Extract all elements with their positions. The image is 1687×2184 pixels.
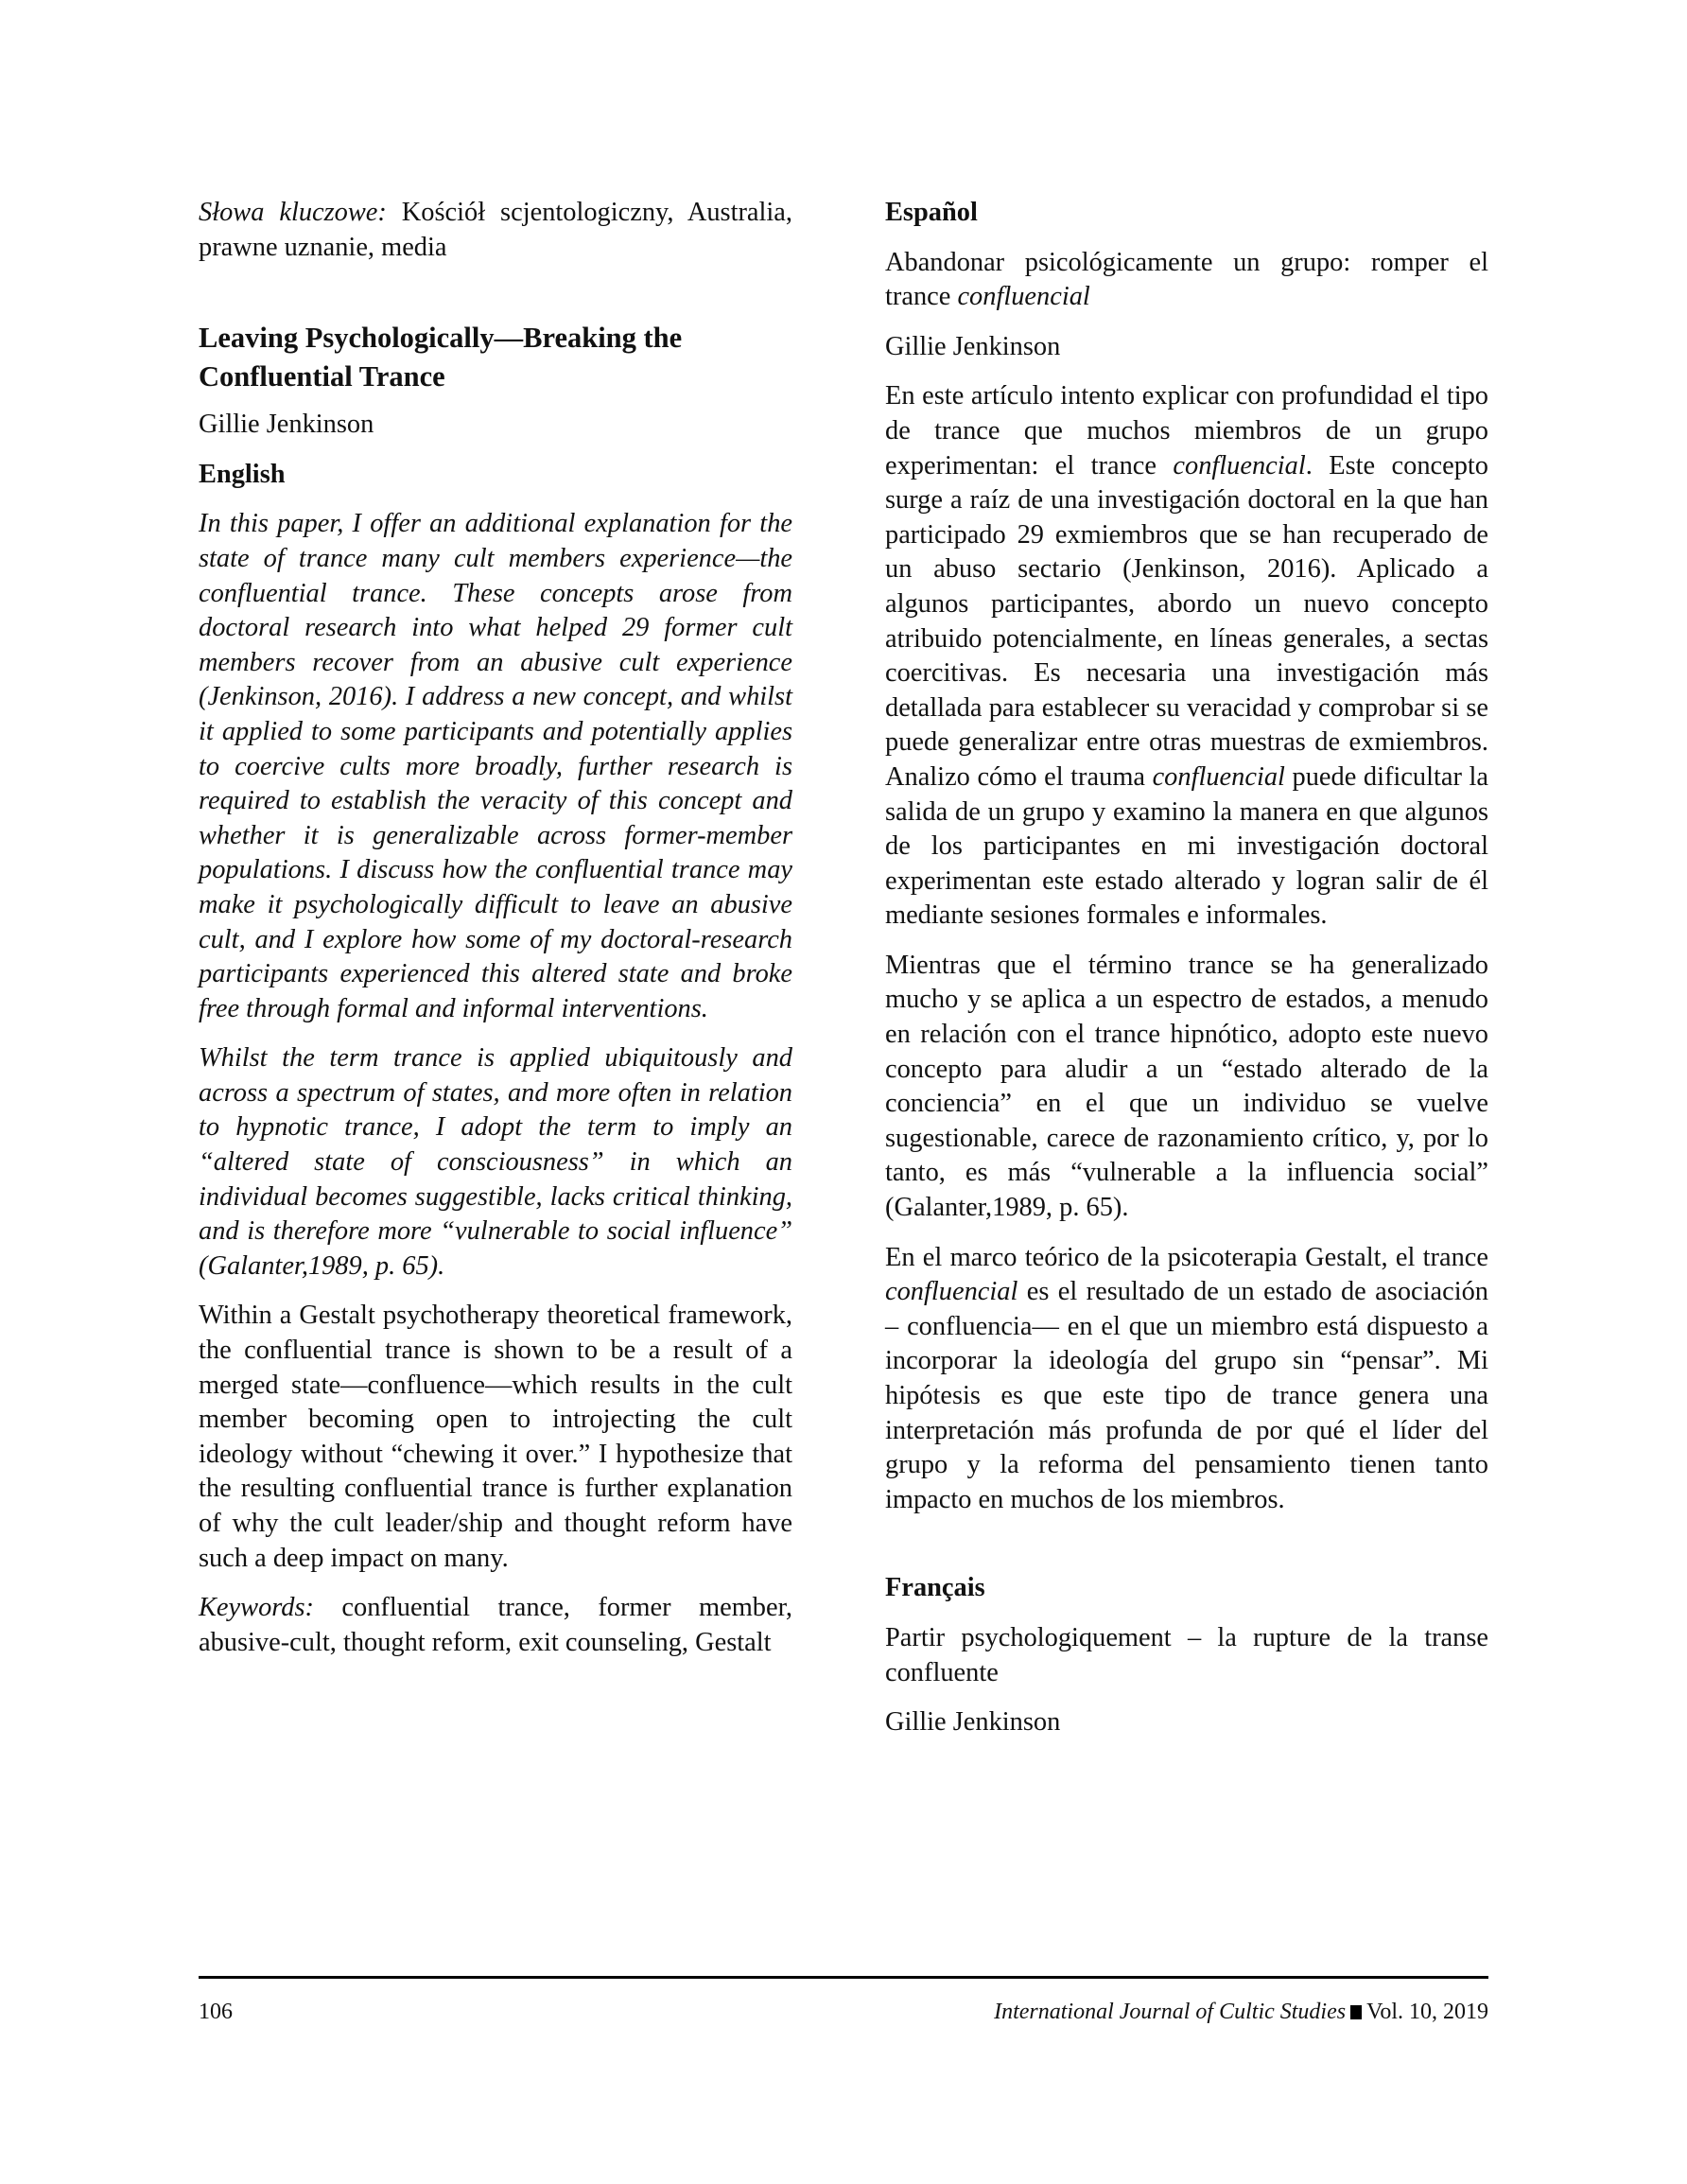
section-heading-english: English xyxy=(199,459,286,489)
journal-volume: Vol. 10, 2019 xyxy=(1366,2000,1488,2024)
polish-keywords-text: Kościół scjentologiczny, Australia, prawne uznanie, media xyxy=(199,198,793,262)
spanish-p1-text-c: puede dificultar la salida de un grupo y examino la manera en que algunos de los participantes en mi investigación doctoral experimentan este estado alterado y logran salir de él mediante sesiones formales e informales. xyxy=(885,761,1488,931)
english-keywords xyxy=(199,1591,792,1660)
english-abstract-paragraph-2: Whilst the term trance is applied ubiquitously and across a spectrum of states, and more often in relation to hypnotic trance, I adopt the term to imply an “altered state of consciousness” in which an individual becomes suggestible, lacks critical thinking, and is therefore more “vulnerable to social influence” (Galanter,1989, p. 65). xyxy=(199,1043,792,1281)
spanish-p1-text-a: En este artículo intento explicar con profundidad el tipo de trance que muchos miembros de un grupo experimentan: el trance xyxy=(885,381,1488,480)
journal-citation xyxy=(994,1998,1488,2026)
spanish-p1-italic-2: confluencial xyxy=(1152,761,1285,792)
french-author-name: Gillie Jenkinson xyxy=(885,1707,1061,1738)
journal-name: International Journal of Cultic Studies xyxy=(994,2000,1347,2024)
spanish-p3-text-a: En el marco teórico de la psicoterapia Gestalt, el trance xyxy=(885,1242,1488,1272)
french-title: Partir psychologiquement – la rupture de la transe confluente xyxy=(885,1622,1488,1687)
section-heading-spanish: Español xyxy=(885,198,978,227)
section-heading-french: Français xyxy=(885,1573,985,1603)
keywords-text: confluential trance, former member, abusive-cult, thought reform, exit counseling, Gestalt xyxy=(199,1593,792,1657)
spanish-title xyxy=(885,246,1488,315)
page-footer xyxy=(199,1998,1488,2026)
article-title: Leaving Psychologically—Breaking the Confluential Trance xyxy=(199,322,683,393)
left-column xyxy=(199,196,792,1660)
english-abstract-paragraph-3: Within a Gestalt psychotherapy theoretical framework, the confluential trance is shown to be a result of a merged state—confluence—which results in the cult member becoming open to introjecting the cult ideology without “chewing it over.” I hypothesize that the resulting confluential trance is further explanation of why the cult leader/ship and thought reform have such a deep impact on many. xyxy=(199,1301,792,1573)
spanish-paragraph-2: Mientras que el término trance se ha generalizado mucho y se aplica a un espectro de estados, a menudo en relación con el trance hipnótico, adopto este nuevo concepto para aludir a un “estado alterado de la conciencia” en el que un individuo se vuelve sugestionable, carece de razonamiento crítico, y, por lo tanto, es más “vulnerable a la influencia social” (Galanter,1989, p. 65). xyxy=(885,950,1488,1223)
spanish-p3-text-b: es el resultado de un estado de asociación – confluencia— en el que un miembro está dispuesto a incorporar la ideología del grupo sin “pensar”. Mi hipótesis es que este tipo de trance genera una interpretación más profunda de por qué el líder del grupo y la reforma del pensamiento tienen tanto impacto en muchos de los miembros. xyxy=(885,1277,1488,1514)
spanish-paragraph-3 xyxy=(885,1241,1488,1518)
right-column xyxy=(885,196,1488,1756)
spanish-p1-text-b: . Este concepto surge a raíz de una investigación doctoral en la que han participado 29 exmiembros que se han recuperado de un abuso sectario (Jenkinson, 2016). Aplicado a algunos participantes, abordo un nuevo concepto atribuido potencialmente, en líneas generales, a sectas coercitivas. Es necesaria una investigación más detallada para establecer su veracidad y comprobar si se puede generalizar entre otras muestras de exmiembros. Analizo cómo el trauma xyxy=(885,450,1488,792)
author-name: Gillie Jenkinson xyxy=(199,410,374,440)
black-square-icon xyxy=(1350,2005,1362,2019)
page-number: 106 xyxy=(199,2000,233,2024)
english-abstract-paragraph-1: In this paper, I offer an additional explanation for the state of trance many cult members experience—the confluential trance. These concepts arose from doctoral research into what helped 29 former cult members recover from an abusive cult experience (Jenkinson, 2016). I address a new concept, and whilst it applied to some participants and potentially applies to coercive cults more broadly, further research is required to establish the veracity of this concept and whether it is generalizable across former-member populations. I discuss how the confluential trance may make it psychologically difficult to leave an abusive cult, and I explore how some of my doctoral-research participants experienced this altered state and broke free through formal and informal interventions. xyxy=(199,509,792,1023)
spanish-p3-italic: confluencial xyxy=(885,1277,1018,1307)
spanish-title-italic: confluencial xyxy=(957,282,1090,312)
polish-keywords xyxy=(199,196,792,265)
polish-keywords-label: Słowa kluczowe: xyxy=(199,198,387,227)
keywords-label: Keywords: xyxy=(199,1593,314,1623)
spanish-title-main: Abandonar psicológicamente un grupo: romper el trance xyxy=(885,247,1488,312)
spanish-author-name: Gillie Jenkinson xyxy=(885,331,1061,361)
footer-rule xyxy=(199,1976,1488,1979)
spanish-p1-italic-1: confluencial xyxy=(1173,450,1306,480)
spanish-paragraph-1 xyxy=(885,379,1488,934)
